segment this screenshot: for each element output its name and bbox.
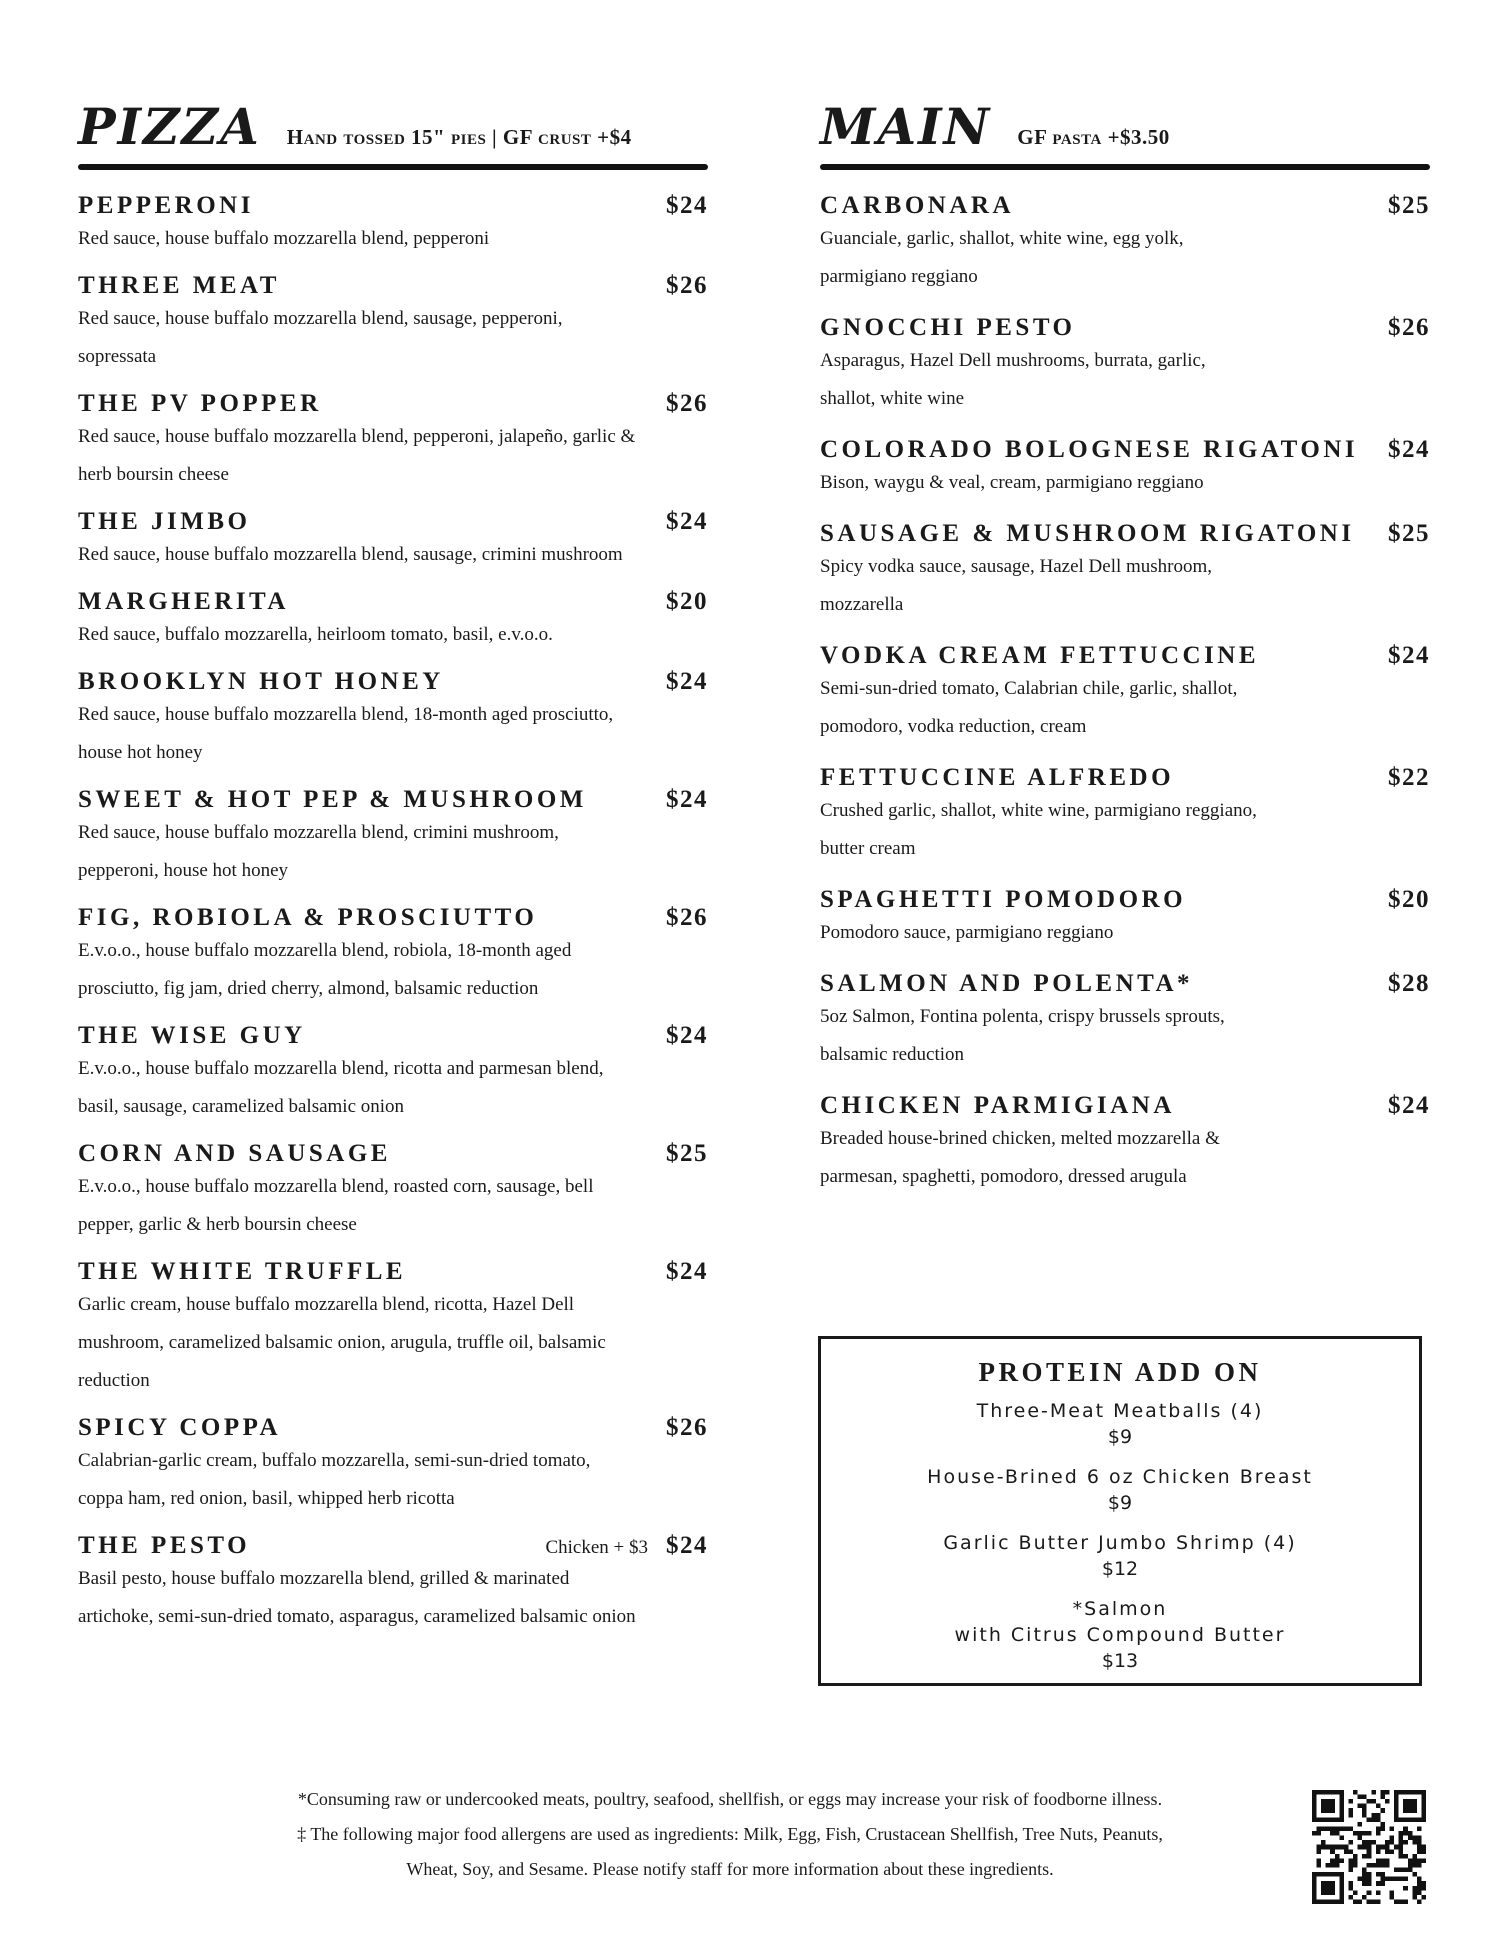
- protein-option: [821, 1398, 1419, 1450]
- pizza-header: [78, 97, 708, 160]
- menu-item-name: SAUSAGE & MUSHROOM RIGATONI: [820, 520, 1355, 547]
- menu-item-price-group: [545, 1532, 708, 1560]
- menu-item-gnocchi-pesto: [820, 314, 1430, 418]
- menu-item-description: Spicy vodka sauce, sausage, Hazel Dell mushroom, mozzarella: [820, 556, 1213, 615]
- pizza-section: [78, 97, 708, 1650]
- menu-item-price: $28: [1388, 970, 1430, 997]
- menu-item-name: MARGHERITA: [78, 588, 289, 615]
- menu-item-header: [820, 192, 1430, 220]
- menu-item-header: [78, 1140, 708, 1168]
- menu-item-description: Calabrian-garlic cream, buffalo mozzarella, semi-sun-dried tomato, coppa ham, red onion, basil, whipped herb ricotta: [78, 1450, 591, 1509]
- menu-item-description: Guanciale, garlic, shallot, white wine, egg yolk, parmigiano reggiano: [820, 228, 1184, 287]
- main-list: [820, 192, 1430, 1196]
- main-rule: [820, 164, 1430, 170]
- menu-item-price-group: [666, 272, 708, 300]
- menu-item-header: [78, 1414, 708, 1442]
- menu-item-description: E.v.o.o., house buffalo mozzarella blend, robiola, 18-month aged prosciutto, fig jam, dried cherry, almond, balsamic reduction: [78, 940, 572, 999]
- menu-item-three-meat: [78, 272, 708, 376]
- qr-code-icon[interactable]: [1312, 1790, 1426, 1904]
- menu-item-price-group: [1388, 436, 1430, 464]
- menu-item-the-pesto: [78, 1532, 708, 1636]
- menu-item-salmon-and-polenta: [820, 970, 1430, 1074]
- menu-item-chicken-parmigiana: [820, 1092, 1430, 1196]
- menu-item-header: [820, 642, 1430, 670]
- menu-item-header: [820, 436, 1430, 464]
- menu-item-name: VODKA CREAM FETTUCCINE: [820, 642, 1260, 669]
- footer-disclaimer: [230, 1782, 1230, 1887]
- menu-item-name: CORN AND SAUSAGE: [78, 1140, 391, 1167]
- menu-item-description: Red sauce, house buffalo mozzarella blend, sausage, crimini mushroom: [78, 544, 623, 565]
- menu-item-header: [820, 520, 1430, 548]
- menu-item-name: CARBONARA: [820, 192, 1014, 219]
- menu-item-description: Asparagus, Hazel Dell mushrooms, burrata, garlic, shallot, white wine: [820, 350, 1206, 409]
- menu-item-vodka-cream-fettuccine: [820, 642, 1430, 746]
- menu-item-name: THE WHITE TRUFFLE: [78, 1258, 407, 1285]
- menu-item-price-group: [1388, 970, 1430, 998]
- menu-item-description: E.v.o.o., house buffalo mozzarella blend, ricotta and parmesan blend, basil, sausage, caramelized balsamic onion: [78, 1058, 604, 1117]
- menu-item-name: CHICKEN PARMIGIANA: [820, 1092, 1175, 1119]
- menu-item-sweet-hot-pep-mushroom: [78, 786, 708, 890]
- pizza-title: PIZZA: [78, 97, 261, 156]
- menu-item-header: [78, 668, 708, 696]
- menu-item-price: $24: [666, 1258, 708, 1285]
- menu-item-description: Red sauce, house buffalo mozzarella blend, sausage, pepperoni, sopressata: [78, 308, 563, 367]
- menu-item-colorado-bolognese-rigatoni: [820, 436, 1430, 502]
- protein-option-name: Garlic Butter Jumbo Shrimp (4): [943, 1532, 1297, 1554]
- protein-option-price: $13: [1101, 1650, 1139, 1672]
- protein-option-price: $12: [1101, 1558, 1139, 1580]
- menu-item-name: FIG, ROBIOLA & PROSCIUTTO: [78, 904, 538, 931]
- menu-item-name: COLORADO BOLOGNESE RIGATONI: [820, 436, 1359, 463]
- menu-item-price-group: [1388, 192, 1430, 220]
- menu-item-name: THE JIMBO: [78, 508, 251, 535]
- protein-add-on-box: [818, 1336, 1422, 1686]
- menu-item-header: [78, 1532, 708, 1560]
- menu-item-price-group: [666, 508, 708, 536]
- menu-item-price: $20: [1388, 886, 1430, 913]
- menu-item-description: Red sauce, house buffalo mozzarella blend, pepperoni: [78, 228, 490, 249]
- menu-item-name: THREE MEAT: [78, 272, 280, 299]
- menu-item-price-group: [1388, 764, 1430, 792]
- menu-item-margherita: [78, 588, 708, 654]
- menu-item-price: $24: [666, 1532, 708, 1559]
- menu-item-description: Breaded house-brined chicken, melted mozzarella & parmesan, spaghetti, pomodoro, dressed arugula: [820, 1128, 1220, 1187]
- menu-item-the-jimbo: [78, 508, 708, 574]
- main-section: [820, 97, 1430, 1214]
- menu-item-price: $26: [666, 390, 708, 417]
- menu-item-description: Pomodoro sauce, parmigiano reggiano: [820, 922, 1114, 943]
- menu-item-spaghetti-pomodoro: [820, 886, 1430, 952]
- menu-item-price-group: [666, 1140, 708, 1168]
- menu-item-description: Red sauce, house buffalo mozzarella blend, crimini mushroom, pepperoni, house hot honey: [78, 822, 559, 881]
- menu-item-header: [820, 970, 1430, 998]
- menu-item-name: THE PESTO: [78, 1532, 251, 1559]
- menu-item-description: 5oz Salmon, Fontina polenta, crispy brussels sprouts, balsamic reduction: [820, 1006, 1225, 1065]
- menu-item-description: Red sauce, house buffalo mozzarella blend, pepperoni, jalapeño, garlic & herb boursin cheese: [78, 426, 636, 485]
- menu-item-note: Chicken + $3: [545, 1537, 648, 1558]
- protein-list: [821, 1398, 1419, 1674]
- menu-item-price-group: [1388, 642, 1430, 670]
- menu-item-header: [78, 192, 708, 220]
- footer-line-1: *Consuming raw or undercooked meats, poultry, seafood, shellfish, or eggs may increase your risk of foodborne illness.: [297, 1789, 1163, 1809]
- menu-item-header: [820, 1092, 1430, 1120]
- menu-item-price-group: [1388, 1092, 1430, 1120]
- menu-item-price: $25: [1388, 520, 1430, 547]
- menu-item-header: [78, 1258, 708, 1286]
- menu-item-price-group: [1388, 520, 1430, 548]
- menu-item-price-group: [666, 1022, 708, 1050]
- menu-item-description: Red sauce, buffalo mozzarella, heirloom tomato, basil, e.v.o.o.: [78, 624, 553, 645]
- menu-item-price: $26: [666, 1414, 708, 1441]
- menu-item-price-group: [666, 904, 708, 932]
- menu-item-header: [78, 588, 708, 616]
- menu-item-header: [820, 764, 1430, 792]
- menu-item-description: Semi-sun-dried tomato, Calabrian chile, garlic, shallot, pomodoro, vodka reduction, cream: [820, 678, 1238, 737]
- menu-item-price: $24: [666, 786, 708, 813]
- menu-item-price: $24: [1388, 642, 1430, 669]
- menu-item-name: BROOKLYN HOT HONEY: [78, 668, 444, 695]
- menu-item-the-wise-guy: [78, 1022, 708, 1126]
- protein-option: [821, 1530, 1419, 1582]
- protein-option: [821, 1464, 1419, 1516]
- menu-item-the-white-truffle: [78, 1258, 708, 1400]
- menu-item-price: $25: [666, 1140, 708, 1167]
- protein-option-name: Three-Meat Meatballs (4): [976, 1400, 1264, 1422]
- menu-item-price-group: [1388, 886, 1430, 914]
- menu-item-corn-and-sausage: [78, 1140, 708, 1244]
- menu-item-name: PEPPERONI: [78, 192, 254, 219]
- menu-item-header: [78, 904, 708, 932]
- pizza-rule: [78, 164, 708, 170]
- menu-item-price: $20: [666, 588, 708, 615]
- menu-item-price: $24: [1388, 1092, 1430, 1119]
- menu-item-price: $26: [666, 272, 708, 299]
- menu-item-spicy-coppa: [78, 1414, 708, 1518]
- protein-option-price: $9: [1107, 1492, 1133, 1514]
- menu-item-price: $24: [666, 1022, 708, 1049]
- menu-item-price-group: [666, 1414, 708, 1442]
- menu-item-description: Garlic cream, house buffalo mozzarella blend, ricotta, Hazel Dell mushroom, caramelized balsamic onion, arugula, truffle oil, balsamic reduction: [78, 1294, 606, 1391]
- protein-option: [821, 1596, 1419, 1674]
- menu-item-price-group: [666, 1258, 708, 1286]
- menu-item-price-group: [666, 192, 708, 220]
- protein-option-name: *Salmon: [1072, 1598, 1168, 1620]
- menu-item-header: [78, 786, 708, 814]
- pizza-list: [78, 192, 708, 1636]
- protein-title: PROTEIN ADD ON: [978, 1357, 1262, 1387]
- protein-option-price: $9: [1107, 1426, 1133, 1448]
- menu-item-header: [78, 508, 708, 536]
- menu-item-price: $25: [1388, 192, 1430, 219]
- menu-item-header: [78, 272, 708, 300]
- menu-item-name: SALMON AND POLENTA*: [820, 970, 1194, 997]
- menu-item-price: $22: [1388, 764, 1430, 791]
- menu-item-name: SWEET & HOT PEP & MUSHROOM: [78, 786, 587, 813]
- menu-item-price: $24: [666, 668, 708, 695]
- menu-item-price-group: [666, 786, 708, 814]
- protein-option-name: House-Brined 6 oz Chicken Breast: [927, 1466, 1313, 1488]
- protein-option-name: with Citrus Compound Butter: [954, 1624, 1286, 1646]
- menu-item-description: Bison, waygu & veal, cream, parmigiano reggiano: [820, 472, 1204, 493]
- menu-item-description: Basil pesto, house buffalo mozzarella blend, grilled & marinated artichoke, semi-sun-dried tomato, asparagus, caramelized balsamic onion: [78, 1568, 636, 1627]
- menu-item-name: GNOCCHI PESTO: [820, 314, 1076, 341]
- footer-line-2: ‡ The following major food allergens are used as ingredients: Milk, Egg, Fish, Crustacean Shellfish, Tree Nuts, Peanuts,: [297, 1824, 1163, 1844]
- menu-item-name: SPAGHETTI POMODORO: [820, 886, 1187, 913]
- menu-item-the-pv-popper: [78, 390, 708, 494]
- menu-item-header: [78, 390, 708, 418]
- menu-item-sausage-mushroom-rigatoni: [820, 520, 1430, 624]
- menu-item-price-group: [666, 390, 708, 418]
- menu-item-fig-robiola-prosciutto: [78, 904, 708, 1008]
- menu-item-name: THE PV POPPER: [78, 390, 322, 417]
- menu-item-description: Red sauce, house buffalo mozzarella blend, 18-month aged prosciutto, house hot honey: [78, 704, 614, 763]
- menu-item-price-group: [666, 668, 708, 696]
- menu-item-price: $24: [666, 508, 708, 535]
- menu-item-header: [820, 314, 1430, 342]
- pizza-subtitle: Hand tossed 15" pies | GF crust +$4: [286, 125, 632, 149]
- main-subtitle: GF pasta +$3.50: [1017, 125, 1170, 149]
- menu-item-price-group: [666, 588, 708, 616]
- menu-item-fettuccine-alfredo: [820, 764, 1430, 868]
- menu-item-price: $24: [666, 192, 708, 219]
- menu-item-name: THE WISE GUY: [78, 1022, 306, 1049]
- menu-item-header: [78, 1022, 708, 1050]
- menu-item-pepperoni: [78, 192, 708, 258]
- menu-item-price: $24: [1388, 436, 1430, 463]
- menu-item-name: FETTUCCINE ALFREDO: [820, 764, 1175, 791]
- footer-line-3: Wheat, Soy, and Sesame. Please notify staff for more information about these ingredients.: [406, 1859, 1054, 1879]
- menu-item-header: [820, 886, 1430, 914]
- menu-item-price: $26: [666, 904, 708, 931]
- menu-item-price: $26: [1388, 314, 1430, 341]
- main-title: MAIN: [820, 97, 992, 156]
- menu-item-description: E.v.o.o., house buffalo mozzarella blend, roasted corn, sausage, bell pepper, garlic & herb boursin cheese: [78, 1176, 594, 1235]
- menu-item-name: SPICY COPPA: [78, 1414, 282, 1441]
- menu-item-carbonara: [820, 192, 1430, 296]
- menu-item-description: Crushed garlic, shallot, white wine, parmigiano reggiano, butter cream: [820, 800, 1257, 859]
- menu-item-price-group: [1388, 314, 1430, 342]
- menu-item-brooklyn-hot-honey: [78, 668, 708, 772]
- main-header: [820, 97, 1430, 160]
